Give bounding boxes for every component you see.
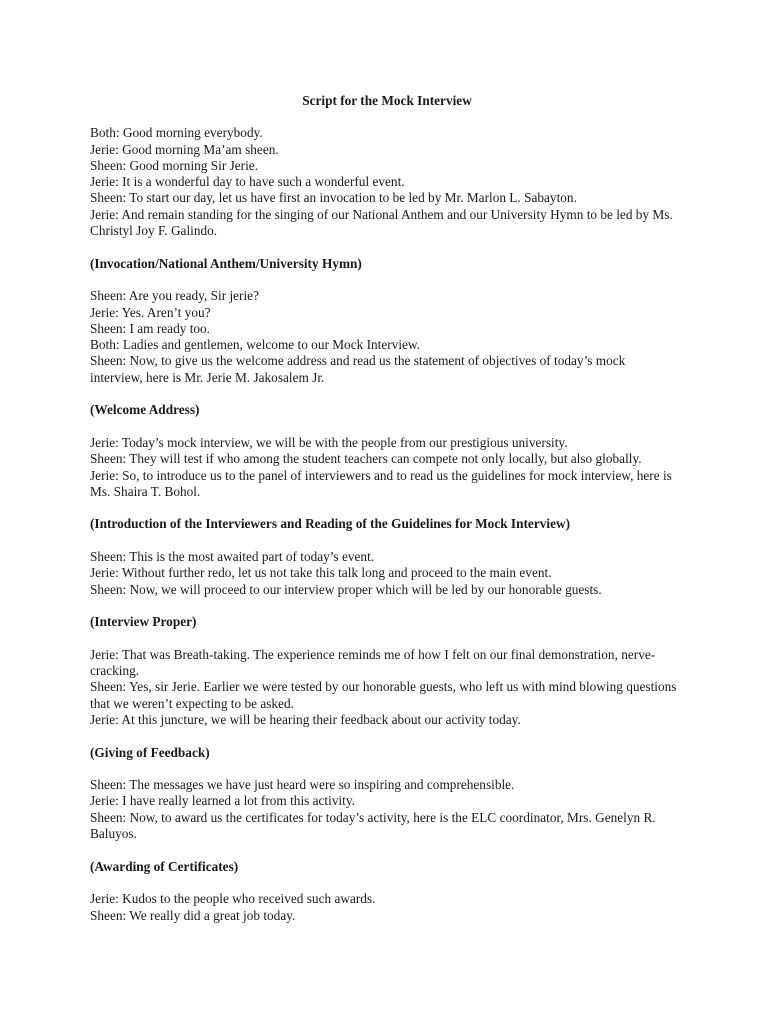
dialogue-line: Jerie: I have really learned a lot from this activity. [90,793,355,809]
document-title: Script for the Mock Interview [302,93,472,108]
dialogue-block [90,125,680,239]
dialogue-block [90,288,680,386]
dialogue-line: Jerie: Kudos to the people who received such awards. [90,891,376,907]
dialogue-block [90,549,680,598]
dialogue-line: Sheen: Now, to award us the certificates for today’s activity, here is the ELC coordinator, Mrs. Genelyn R. Baluyos. [90,809,656,842]
dialogue-line: Sheen: I am ready too. [90,320,211,336]
dialogue-line: Sheen: We really did a great job today. [90,907,296,923]
document-page [90,93,680,940]
dialogue-line: Sheen: Now, to give us the welcome address and read us the statement of objectives of today’s mock interview, here is Mr. Jerie M. Jakosalem Jr. [90,353,626,385]
section-heading: (Welcome Address) [90,402,200,418]
section-heading: (Introduction of the Interviewers and Reading of the Guidelines for Mock Interview) [90,516,571,532]
dialogue-line: Jerie: Today’s mock interview, we will be with the people from our prestigious university. [90,434,568,450]
dialogue-line: Jerie: Good morning Ma’am sheen. [90,141,279,157]
dialogue-line: Jerie: At this juncture, we will be hearing their feedback about our activity today. [90,711,521,727]
dialogue-line: Both: Good morning everybody. [90,125,263,141]
section-heading: (Interview Proper) [90,614,197,630]
section-heading: (Awarding of Certificates) [90,858,239,874]
dialogue-line: Sheen: Good morning Sir Jerie. [90,157,259,173]
dialogue-block [90,891,680,924]
dialogue-block [90,435,680,500]
section-heading: (Giving of Feedback) [90,744,210,760]
dialogue-line: Sheen: Are you ready, Sir jerie? [90,288,259,304]
dialogue-line: Sheen: Now, we will proceed to our interview proper which will be led by our honorable guests. [90,581,602,597]
dialogue-line: Sheen: The messages we have just heard were so inspiring and comprehensible. [90,777,515,793]
dialogue-line: Jerie: So, to introduce us to the panel of interviewers and to read us the guidelines for mock interview, here is Ms. Shaira T. Bohol. [90,467,672,499]
dialogue-line: Sheen: Yes, sir Jerie. Earlier we were tested by our honorable guests, who left us with mind blowing questions that we weren’t expecting to be asked. [90,679,677,711]
dialogue-line: Jerie: Yes. Aren’t you? [90,304,211,320]
dialogue-line: Jerie: And remain standing for the singing of our National Anthem and our University Hymn to be led by Ms. Christyl Joy F. Galindo. [90,206,673,239]
section-heading: (Invocation/National Anthem/University Hymn) [90,255,362,271]
dialogue-line: Sheen: This is the most awaited part of today’s event. [90,549,375,565]
dialogue-line: Jerie: Without further redo, let us not take this talk long and proceed to the main event. [90,565,552,581]
dialogue-line: Both: Ladies and gentlemen, welcome to our Mock Interview. [90,337,420,353]
dialogue-line: Jerie: It is a wonderful day to have such a wonderful event. [90,174,405,190]
dialogue-line: Sheen: They will test if who among the student teachers can compete not only locally, but also globally. [90,451,642,467]
dialogue-line: Jerie: That was Breath-taking. The experience reminds me of how I felt on our final demonstration, nerve-cracking. [90,646,656,679]
dialogue-block [90,647,680,728]
dialogue-block [90,777,680,842]
dialogue-line: Sheen: To start our day, let us have first an invocation to be led by Mr. Marlon L. Sabayton. [90,190,577,206]
